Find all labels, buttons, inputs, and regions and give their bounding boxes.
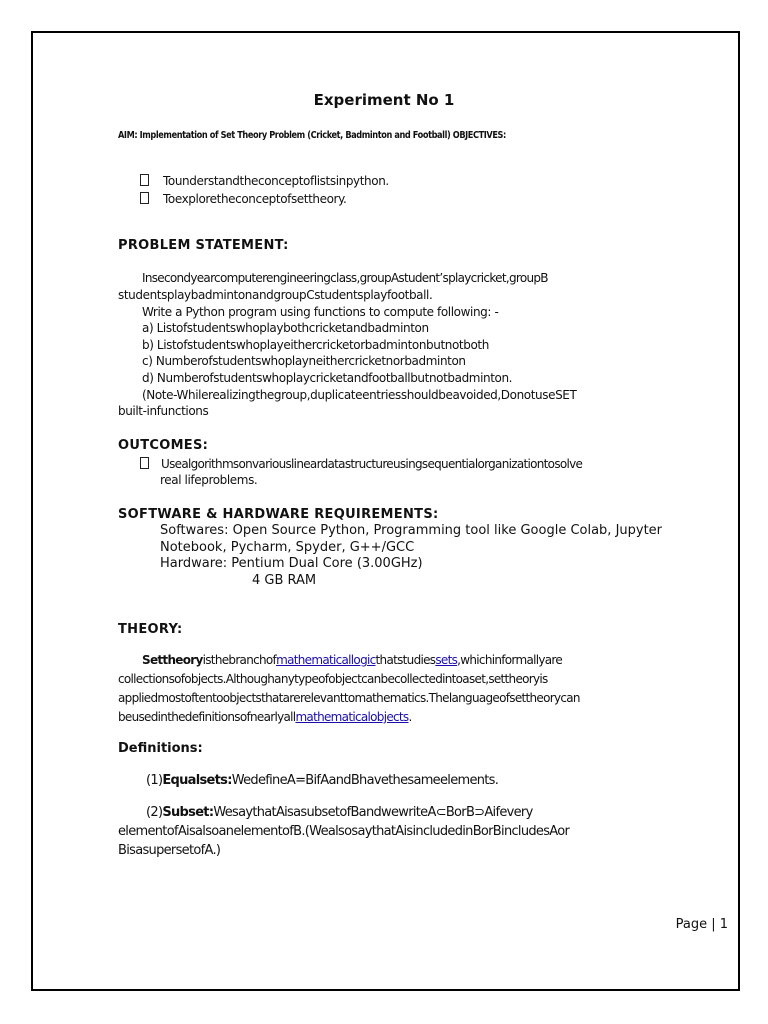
definition-line: BisasupersetofA.) — [118, 843, 221, 858]
page-number: Page | 1 — [675, 917, 728, 932]
theory-line: beusedinthedefinitionsofnearlyallmathematicalobjects. — [118, 710, 412, 724]
requirements-line: 4 GB RAM — [252, 573, 317, 588]
outcomes-heading: OUTCOMES: — [118, 438, 209, 453]
problem-item: c) Numberofstudentswhoplayneithercricketnorbadminton — [142, 354, 466, 368]
definitions-heading: Definitions: — [118, 741, 203, 756]
problem-note: (Note-Whilerealizingthegroup,duplicateentriesshouldbeavoided,DonotuseSET — [142, 388, 577, 402]
problem-item: a) Listofstudentswhoplaybothcricketandbadminton — [142, 321, 429, 335]
requirements-line: Softwares: Open Source Python, Programming tool like Google Colab, Jupyter — [160, 523, 663, 538]
requirements-line: Notebook, Pycharm, Spyder, G++/GCC — [160, 540, 415, 555]
link-mathematical-logic[interactable]: mathematicallogic — [276, 653, 376, 667]
objective-item: Tounderstandtheconceptoflistsinpython. — [140, 174, 389, 188]
problem-heading: PROBLEM STATEMENT: — [118, 238, 289, 253]
definition-item: (1)Equalsets:WedefineA=BifAandBhavethesameelements. — [146, 773, 499, 788]
requirements-line: Hardware: Pentium Dual Core (3.00GHz) — [160, 556, 423, 571]
aim-text: AIM: Implementation of Set Theory Problem (Cricket, Badminton and Football) OBJECTIVES: — [118, 130, 506, 141]
link-mathematical-objects[interactable]: mathematicalobjects — [295, 710, 409, 724]
objective-item: Toexploretheconceptofsettheory. — [140, 192, 346, 206]
definition-item: (2)Subset:WesaythatAisasubsetofBandwewriteA⊂BorB⊃Aifevery — [146, 805, 533, 820]
problem-note: built-infunctions — [118, 404, 209, 418]
link-sets[interactable]: sets — [435, 653, 458, 667]
outcome-item: Usealgorithmsonvariouslineardatastructureusingsequentialorganizationtosolve — [140, 457, 582, 471]
problem-item: d) Numberofstudentswhoplaycricketandfootballbutnotbadminton. — [142, 371, 513, 385]
bullet-icon — [140, 192, 149, 204]
theory-heading: THEORY: — [118, 622, 183, 637]
theory-line: Settheoryisthebranchofmathematicallogicthatstudiessets,whichinformallyare — [142, 653, 563, 667]
requirements-heading: SOFTWARE & HARDWARE REQUIREMENTS: — [118, 507, 439, 522]
theory-line: appliedmostoftentoobjectsthatarerelevanttomathematics.Thelanguageofsettheorycan — [118, 691, 580, 705]
problem-line: studentsplaybadmintonandgroupCstudentsplayfootball. — [118, 288, 433, 302]
bullet-icon — [140, 174, 149, 186]
problem-item: b) Listofstudentswhoplayeithercricketorbadmintonbutnotboth — [142, 338, 489, 352]
bullet-icon — [140, 457, 149, 469]
page-title: Experiment No 1 — [313, 91, 455, 109]
problem-line: Write a Python program using functions to compute following: - — [142, 305, 499, 319]
outcome-line: real lifeproblems. — [160, 473, 258, 487]
problem-line: Insecondyearcomputerengineeringclass,groupAstudent’splaycricket,groupB — [142, 271, 548, 285]
theory-line: collectionsofobjects.Althoughanytypeofobjectcanbecollectedintoaset,settheoryis — [118, 672, 548, 686]
definition-line: elementofAisalsoanelementofB.(WealsosaythatAisincludedinBorBincludesAor — [118, 824, 570, 839]
